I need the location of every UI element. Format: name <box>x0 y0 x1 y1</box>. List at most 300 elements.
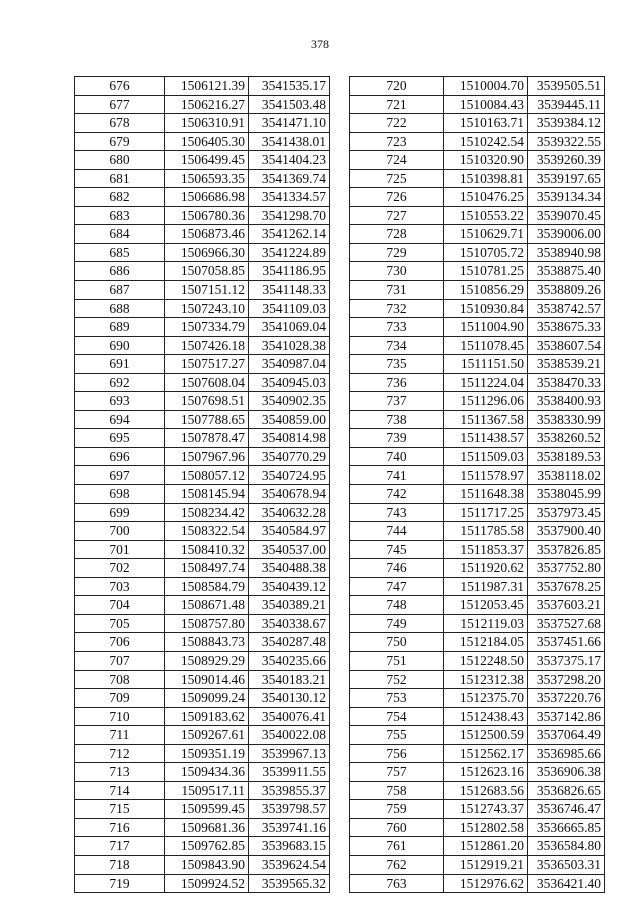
x-coordinate-cell: 1508057.12 <box>165 466 249 485</box>
table-row <box>75 633 330 652</box>
table-row <box>75 95 330 114</box>
x-coordinate-cell: 1509843.90 <box>165 855 249 874</box>
table-row <box>75 262 330 281</box>
y-coordinate-cell: 3541262.14 <box>249 225 330 244</box>
x-coordinate-cell: 1507878.47 <box>165 429 249 448</box>
y-coordinate-cell: 3541298.70 <box>249 206 330 225</box>
point-number-cell: 760 <box>350 818 444 837</box>
y-coordinate-cell: 3538742.57 <box>528 299 605 318</box>
point-number-cell: 687 <box>75 281 165 300</box>
point-number-cell: 723 <box>350 132 444 151</box>
x-coordinate-cell: 1508929.29 <box>165 651 249 670</box>
point-number-cell: 733 <box>350 318 444 337</box>
y-coordinate-cell: 3538045.99 <box>528 485 605 504</box>
y-coordinate-cell: 3540338.67 <box>249 614 330 633</box>
point-number-cell: 719 <box>75 874 165 893</box>
point-number-cell: 710 <box>75 707 165 726</box>
point-number-cell: 727 <box>350 206 444 225</box>
x-coordinate-cell: 1507608.04 <box>165 373 249 392</box>
table-row <box>350 670 605 689</box>
table-row <box>75 763 330 782</box>
y-coordinate-cell: 3540235.66 <box>249 651 330 670</box>
table-row <box>350 855 605 874</box>
table-row <box>75 243 330 262</box>
table-row <box>350 114 605 133</box>
y-coordinate-cell: 3539445.11 <box>528 95 605 114</box>
y-coordinate-cell: 3539260.39 <box>528 151 605 170</box>
x-coordinate-cell: 1509762.85 <box>165 837 249 856</box>
x-coordinate-cell: 1509599.45 <box>165 800 249 819</box>
y-coordinate-cell: 3541438.01 <box>249 132 330 151</box>
x-coordinate-cell: 1510781.25 <box>444 262 528 281</box>
y-coordinate-cell: 3537603.21 <box>528 596 605 615</box>
table-row <box>75 596 330 615</box>
y-coordinate-cell: 3537298.20 <box>528 670 605 689</box>
x-coordinate-cell: 1511920.62 <box>444 559 528 578</box>
point-number-cell: 698 <box>75 485 165 504</box>
x-coordinate-cell: 1510629.71 <box>444 225 528 244</box>
x-coordinate-cell: 1511785.58 <box>444 522 528 541</box>
y-coordinate-cell: 3539322.55 <box>528 132 605 151</box>
table-row <box>350 77 605 96</box>
point-number-cell: 706 <box>75 633 165 652</box>
x-coordinate-cell: 1508671.48 <box>165 596 249 615</box>
y-coordinate-cell: 3540076.41 <box>249 707 330 726</box>
y-coordinate-cell: 3541224.89 <box>249 243 330 262</box>
y-coordinate-cell: 3540987.04 <box>249 355 330 374</box>
table-row <box>75 466 330 485</box>
y-coordinate-cell: 3536906.38 <box>528 763 605 782</box>
point-number-cell: 686 <box>75 262 165 281</box>
table-row <box>75 225 330 244</box>
y-coordinate-cell: 3541109.03 <box>249 299 330 318</box>
x-coordinate-cell: 1512683.56 <box>444 781 528 800</box>
y-coordinate-cell: 3537752.80 <box>528 559 605 578</box>
point-number-cell: 762 <box>350 855 444 874</box>
x-coordinate-cell: 1512861.20 <box>444 837 528 856</box>
point-number-cell: 758 <box>350 781 444 800</box>
y-coordinate-cell: 3539565.32 <box>249 874 330 893</box>
table-row <box>350 485 605 504</box>
x-coordinate-cell: 1509924.52 <box>165 874 249 893</box>
y-coordinate-cell: 3536421.40 <box>528 874 605 893</box>
point-number-cell: 678 <box>75 114 165 133</box>
x-coordinate-cell: 1510084.43 <box>444 95 528 114</box>
x-coordinate-cell: 1506966.30 <box>165 243 249 262</box>
y-coordinate-cell: 3541404.23 <box>249 151 330 170</box>
table-row <box>75 299 330 318</box>
table-row <box>75 559 330 578</box>
y-coordinate-cell: 3539070.45 <box>528 206 605 225</box>
x-coordinate-cell: 1511224.04 <box>444 373 528 392</box>
table-row <box>350 188 605 207</box>
y-coordinate-cell: 3539624.54 <box>249 855 330 874</box>
table-row <box>75 874 330 893</box>
y-coordinate-cell: 3540632.28 <box>249 503 330 522</box>
point-number-cell: 739 <box>350 429 444 448</box>
x-coordinate-cell: 1507151.12 <box>165 281 249 300</box>
point-number-cell: 717 <box>75 837 165 856</box>
y-coordinate-cell: 3541535.17 <box>249 77 330 96</box>
y-coordinate-cell: 3539505.51 <box>528 77 605 96</box>
point-number-cell: 709 <box>75 689 165 708</box>
y-coordinate-cell: 3540770.29 <box>249 447 330 466</box>
x-coordinate-cell: 1508584.79 <box>165 577 249 596</box>
y-coordinate-cell: 3540724.95 <box>249 466 330 485</box>
y-coordinate-cell: 3541186.95 <box>249 262 330 281</box>
y-coordinate-cell: 3537527.68 <box>528 614 605 633</box>
table-row <box>350 800 605 819</box>
y-coordinate-cell: 3537064.49 <box>528 726 605 745</box>
table-row <box>350 577 605 596</box>
point-number-cell: 713 <box>75 763 165 782</box>
y-coordinate-cell: 3537142.86 <box>528 707 605 726</box>
table-row <box>75 410 330 429</box>
table-row <box>350 726 605 745</box>
x-coordinate-cell: 1507517.27 <box>165 355 249 374</box>
point-number-cell: 726 <box>350 188 444 207</box>
table-row <box>350 336 605 355</box>
point-number-cell: 724 <box>350 151 444 170</box>
x-coordinate-cell: 1506310.91 <box>165 114 249 133</box>
table-row <box>75 837 330 856</box>
y-coordinate-cell: 3539741.16 <box>249 818 330 837</box>
y-coordinate-cell: 3538675.33 <box>528 318 605 337</box>
y-coordinate-cell: 3536746.47 <box>528 800 605 819</box>
point-number-cell: 714 <box>75 781 165 800</box>
x-coordinate-cell: 1506405.30 <box>165 132 249 151</box>
point-number-cell: 725 <box>350 169 444 188</box>
point-number-cell: 759 <box>350 800 444 819</box>
x-coordinate-cell: 1509517.11 <box>165 781 249 800</box>
y-coordinate-cell: 3539384.12 <box>528 114 605 133</box>
x-coordinate-cell: 1506686.98 <box>165 188 249 207</box>
point-number-cell: 721 <box>350 95 444 114</box>
table-row <box>75 281 330 300</box>
x-coordinate-cell: 1509099.24 <box>165 689 249 708</box>
y-coordinate-cell: 3541148.33 <box>249 281 330 300</box>
y-coordinate-cell: 3538607.54 <box>528 336 605 355</box>
table-row <box>75 206 330 225</box>
y-coordinate-cell: 3537451.66 <box>528 633 605 652</box>
point-number-cell: 722 <box>350 114 444 133</box>
point-number-cell: 691 <box>75 355 165 374</box>
y-coordinate-cell: 3538875.40 <box>528 262 605 281</box>
table-row <box>350 95 605 114</box>
point-number-cell: 699 <box>75 503 165 522</box>
point-number-cell: 684 <box>75 225 165 244</box>
table-row <box>350 837 605 856</box>
y-coordinate-cell: 3540439.12 <box>249 577 330 596</box>
table-row <box>75 336 330 355</box>
table-row <box>75 355 330 374</box>
y-coordinate-cell: 3537220.76 <box>528 689 605 708</box>
y-coordinate-cell: 3538330.99 <box>528 410 605 429</box>
y-coordinate-cell: 3539967.13 <box>249 744 330 763</box>
table-row <box>75 781 330 800</box>
y-coordinate-cell: 3536503.31 <box>528 855 605 874</box>
point-number-cell: 705 <box>75 614 165 633</box>
x-coordinate-cell: 1511853.37 <box>444 540 528 559</box>
x-coordinate-cell: 1508322.54 <box>165 522 249 541</box>
table-row <box>75 577 330 596</box>
table-row <box>75 392 330 411</box>
table-row <box>350 763 605 782</box>
point-number-cell: 735 <box>350 355 444 374</box>
x-coordinate-cell: 1509351.19 <box>165 744 249 763</box>
table-row <box>75 855 330 874</box>
table-row <box>350 633 605 652</box>
x-coordinate-cell: 1510163.71 <box>444 114 528 133</box>
point-number-cell: 689 <box>75 318 165 337</box>
x-coordinate-cell: 1511004.90 <box>444 318 528 337</box>
x-coordinate-cell: 1510930.84 <box>444 299 528 318</box>
y-coordinate-cell: 3541069.04 <box>249 318 330 337</box>
point-number-cell: 718 <box>75 855 165 874</box>
x-coordinate-cell: 1511367.58 <box>444 410 528 429</box>
x-coordinate-cell: 1512802.58 <box>444 818 528 837</box>
table-row <box>75 447 330 466</box>
coordinate-table-left <box>74 76 330 893</box>
point-number-cell: 745 <box>350 540 444 559</box>
x-coordinate-cell: 1511717.25 <box>444 503 528 522</box>
table-row <box>75 707 330 726</box>
y-coordinate-cell: 3540945.03 <box>249 373 330 392</box>
x-coordinate-cell: 1508843.73 <box>165 633 249 652</box>
y-coordinate-cell: 3540537.00 <box>249 540 330 559</box>
table-row <box>350 262 605 281</box>
table-row <box>75 670 330 689</box>
point-number-cell: 732 <box>350 299 444 318</box>
point-number-cell: 707 <box>75 651 165 670</box>
page-number: 378 <box>311 37 329 51</box>
x-coordinate-cell: 1508145.94 <box>165 485 249 504</box>
y-coordinate-cell: 3540814.98 <box>249 429 330 448</box>
x-coordinate-cell: 1512976.62 <box>444 874 528 893</box>
x-coordinate-cell: 1510553.22 <box>444 206 528 225</box>
point-number-cell: 742 <box>350 485 444 504</box>
point-number-cell: 702 <box>75 559 165 578</box>
y-coordinate-cell: 3538539.21 <box>528 355 605 374</box>
point-number-cell: 750 <box>350 633 444 652</box>
x-coordinate-cell: 1512743.37 <box>444 800 528 819</box>
table-row <box>75 485 330 504</box>
table-row <box>75 429 330 448</box>
point-number-cell: 720 <box>350 77 444 96</box>
x-coordinate-cell: 1510242.54 <box>444 132 528 151</box>
table-row <box>75 77 330 96</box>
table-row <box>350 169 605 188</box>
table-row <box>75 114 330 133</box>
point-number-cell: 682 <box>75 188 165 207</box>
table-row <box>75 151 330 170</box>
point-number-cell: 704 <box>75 596 165 615</box>
point-number-cell: 740 <box>350 447 444 466</box>
point-number-cell: 746 <box>350 559 444 578</box>
x-coordinate-cell: 1509183.62 <box>165 707 249 726</box>
table-row <box>75 818 330 837</box>
y-coordinate-cell: 3537678.25 <box>528 577 605 596</box>
point-number-cell: 752 <box>350 670 444 689</box>
y-coordinate-cell: 3538940.98 <box>528 243 605 262</box>
x-coordinate-cell: 1506499.45 <box>165 151 249 170</box>
point-number-cell: 683 <box>75 206 165 225</box>
table-row <box>75 726 330 745</box>
point-number-cell: 748 <box>350 596 444 615</box>
point-number-cell: 692 <box>75 373 165 392</box>
point-number-cell: 677 <box>75 95 165 114</box>
point-number-cell: 697 <box>75 466 165 485</box>
table-row <box>350 225 605 244</box>
y-coordinate-cell: 3536665.85 <box>528 818 605 837</box>
x-coordinate-cell: 1512500.59 <box>444 726 528 745</box>
x-coordinate-cell: 1507243.10 <box>165 299 249 318</box>
table-row <box>350 689 605 708</box>
point-number-cell: 680 <box>75 151 165 170</box>
y-coordinate-cell: 3540022.08 <box>249 726 330 745</box>
y-coordinate-cell: 3536826.65 <box>528 781 605 800</box>
y-coordinate-cell: 3540584.97 <box>249 522 330 541</box>
x-coordinate-cell: 1506121.39 <box>165 77 249 96</box>
y-coordinate-cell: 3540130.12 <box>249 689 330 708</box>
point-number-cell: 747 <box>350 577 444 596</box>
point-number-cell: 676 <box>75 77 165 96</box>
table-row <box>350 373 605 392</box>
table-row <box>350 540 605 559</box>
table-row <box>350 503 605 522</box>
x-coordinate-cell: 1508497.74 <box>165 559 249 578</box>
point-number-cell: 712 <box>75 744 165 763</box>
x-coordinate-cell: 1510398.81 <box>444 169 528 188</box>
x-coordinate-cell: 1512562.17 <box>444 744 528 763</box>
x-coordinate-cell: 1511438.57 <box>444 429 528 448</box>
y-coordinate-cell: 3541471.10 <box>249 114 330 133</box>
table-row <box>75 503 330 522</box>
y-coordinate-cell: 3540183.21 <box>249 670 330 689</box>
x-coordinate-cell: 1512438.43 <box>444 707 528 726</box>
table-row <box>350 818 605 837</box>
point-number-cell: 744 <box>350 522 444 541</box>
y-coordinate-cell: 3540678.94 <box>249 485 330 504</box>
point-number-cell: 757 <box>350 763 444 782</box>
x-coordinate-cell: 1506593.35 <box>165 169 249 188</box>
x-coordinate-cell: 1510320.90 <box>444 151 528 170</box>
point-number-cell: 736 <box>350 373 444 392</box>
y-coordinate-cell: 3538118.02 <box>528 466 605 485</box>
x-coordinate-cell: 1511648.38 <box>444 485 528 504</box>
y-coordinate-cell: 3539197.65 <box>528 169 605 188</box>
table-row <box>350 781 605 800</box>
y-coordinate-cell: 3541503.48 <box>249 95 330 114</box>
y-coordinate-cell: 3540488.38 <box>249 559 330 578</box>
table-row <box>350 522 605 541</box>
point-number-cell: 753 <box>350 689 444 708</box>
point-number-cell: 741 <box>350 466 444 485</box>
point-number-cell: 763 <box>350 874 444 893</box>
y-coordinate-cell: 3537375.17 <box>528 651 605 670</box>
x-coordinate-cell: 1510856.29 <box>444 281 528 300</box>
x-coordinate-cell: 1507788.65 <box>165 410 249 429</box>
x-coordinate-cell: 1507426.18 <box>165 336 249 355</box>
table-row <box>75 540 330 559</box>
table-row <box>350 318 605 337</box>
point-number-cell: 738 <box>350 410 444 429</box>
y-coordinate-cell: 3539798.57 <box>249 800 330 819</box>
point-number-cell: 708 <box>75 670 165 689</box>
point-number-cell: 711 <box>75 726 165 745</box>
table-row <box>350 874 605 893</box>
point-number-cell: 729 <box>350 243 444 262</box>
point-number-cell: 679 <box>75 132 165 151</box>
table-row <box>350 744 605 763</box>
y-coordinate-cell: 3539683.15 <box>249 837 330 856</box>
x-coordinate-cell: 1511296.06 <box>444 392 528 411</box>
table-row <box>75 188 330 207</box>
point-number-cell: 756 <box>350 744 444 763</box>
point-number-cell: 754 <box>350 707 444 726</box>
table-row <box>350 707 605 726</box>
x-coordinate-cell: 1512053.45 <box>444 596 528 615</box>
y-coordinate-cell: 3537900.40 <box>528 522 605 541</box>
point-number-cell: 695 <box>75 429 165 448</box>
x-coordinate-cell: 1511151.50 <box>444 355 528 374</box>
point-number-cell: 685 <box>75 243 165 262</box>
y-coordinate-cell: 3540389.21 <box>249 596 330 615</box>
y-coordinate-cell: 3541334.57 <box>249 188 330 207</box>
y-coordinate-cell: 3538260.52 <box>528 429 605 448</box>
point-number-cell: 700 <box>75 522 165 541</box>
x-coordinate-cell: 1509434.36 <box>165 763 249 782</box>
table-row <box>350 151 605 170</box>
table-row <box>350 596 605 615</box>
x-coordinate-cell: 1509267.61 <box>165 726 249 745</box>
x-coordinate-cell: 1507698.51 <box>165 392 249 411</box>
y-coordinate-cell: 3539911.55 <box>249 763 330 782</box>
x-coordinate-cell: 1509681.36 <box>165 818 249 837</box>
x-coordinate-cell: 1509014.46 <box>165 670 249 689</box>
table-row <box>350 243 605 262</box>
x-coordinate-cell: 1510705.72 <box>444 243 528 262</box>
x-coordinate-cell: 1512623.16 <box>444 763 528 782</box>
point-number-cell: 728 <box>350 225 444 244</box>
x-coordinate-cell: 1508410.32 <box>165 540 249 559</box>
table-row <box>350 651 605 670</box>
x-coordinate-cell: 1512119.03 <box>444 614 528 633</box>
table-row <box>75 651 330 670</box>
x-coordinate-cell: 1512248.50 <box>444 651 528 670</box>
table-row <box>350 299 605 318</box>
y-coordinate-cell: 3539855.37 <box>249 781 330 800</box>
table-row <box>350 447 605 466</box>
point-number-cell: 761 <box>350 837 444 856</box>
table-row <box>75 689 330 708</box>
point-number-cell: 734 <box>350 336 444 355</box>
y-coordinate-cell: 3540287.48 <box>249 633 330 652</box>
y-coordinate-cell: 3536584.80 <box>528 837 605 856</box>
y-coordinate-cell: 3537973.45 <box>528 503 605 522</box>
table-row <box>350 559 605 578</box>
y-coordinate-cell: 3537826.85 <box>528 540 605 559</box>
point-number-cell: 749 <box>350 614 444 633</box>
table-row <box>350 355 605 374</box>
point-number-cell: 701 <box>75 540 165 559</box>
table-row <box>75 744 330 763</box>
point-number-cell: 730 <box>350 262 444 281</box>
x-coordinate-cell: 1507967.96 <box>165 447 249 466</box>
y-coordinate-cell: 3541028.38 <box>249 336 330 355</box>
x-coordinate-cell: 1508234.42 <box>165 503 249 522</box>
x-coordinate-cell: 1506780.36 <box>165 206 249 225</box>
